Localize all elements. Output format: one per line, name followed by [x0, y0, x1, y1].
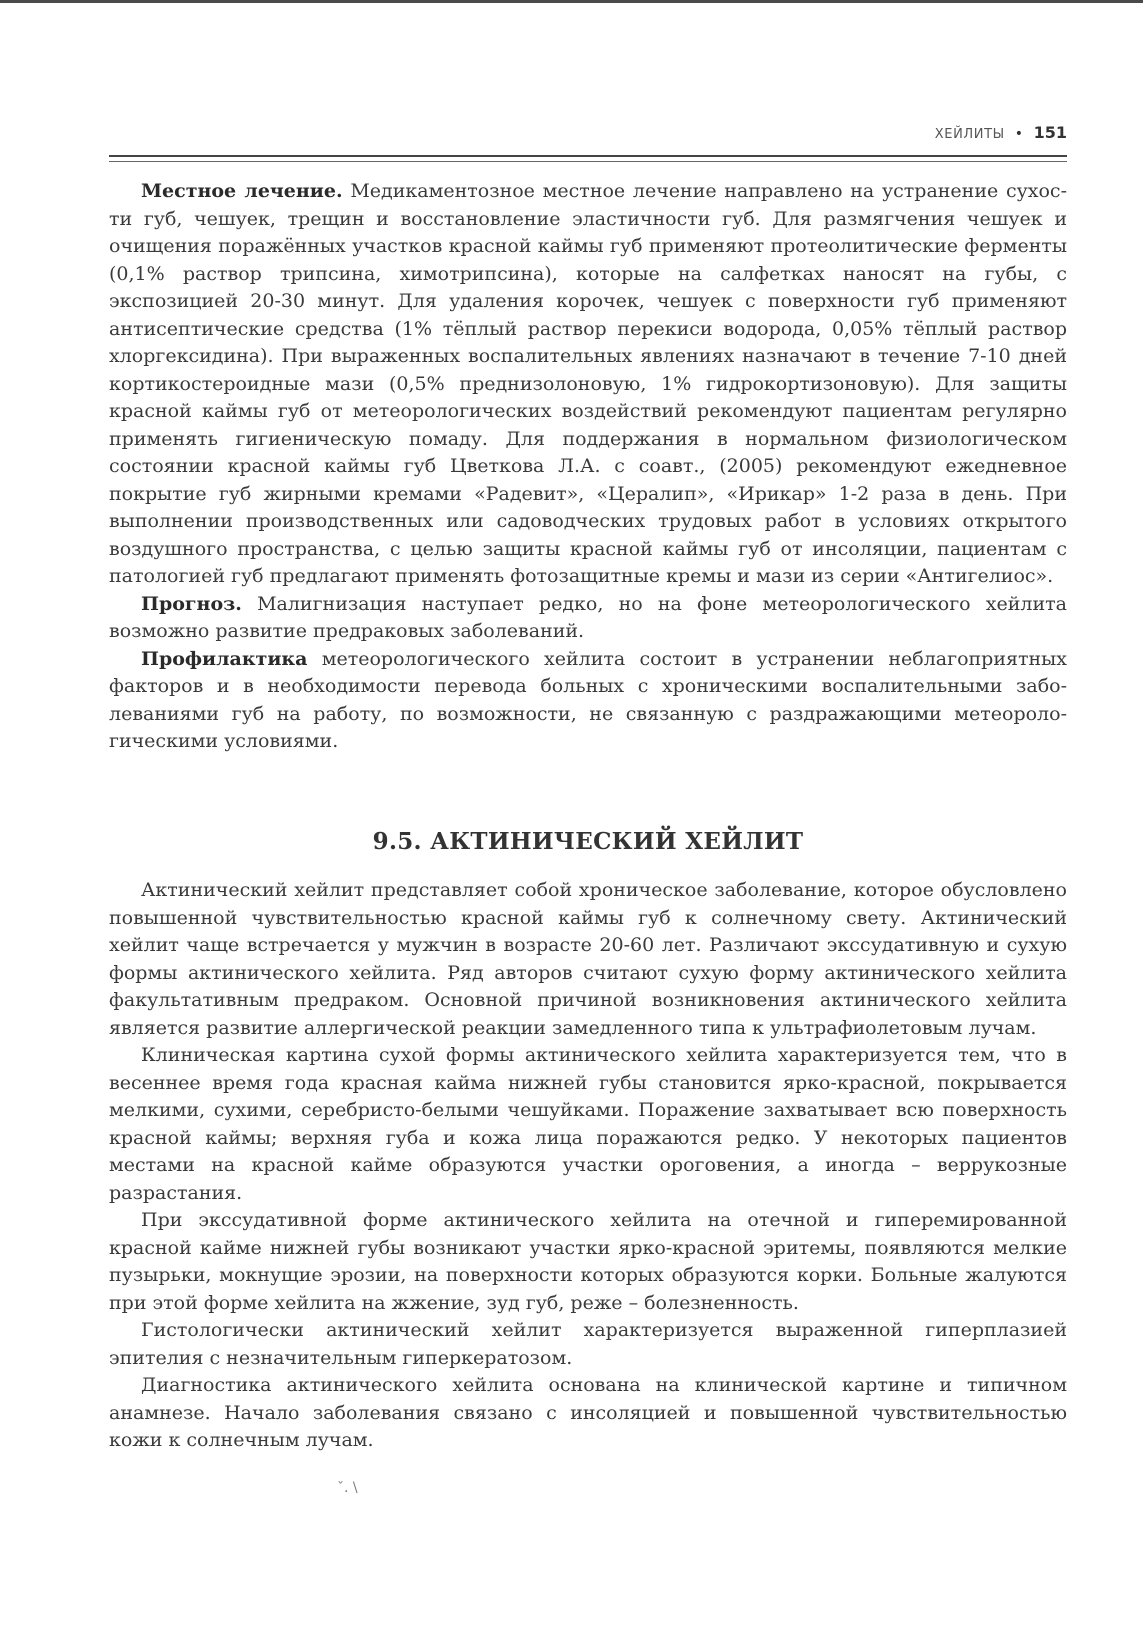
- section-paragraph: Диагностика актинического хейлита основана на клинической картине и типичном анамнезе. Начало заболевания связано с инсоляцией и повышенной чувствительностью кожи к солнечным лучам.: [109, 1374, 1067, 1451]
- section-paragraph: Клиническая картина сухой формы актинического хейлита характеризуется тем, что в весеннее время года красная кайма нижней губы становится ярко-красной, покрывается мелкими, сухими, серебристо-белыми чешуйками. Поражение захватывает всю поверхность красной каймы; верхняя губа и кожа лица поражаются редко. У некоторых пациентов местами на красной кайме образуются участки ороговения, а иногда – веррукозные разрастания.: [109, 1044, 1067, 1204]
- scan-edge: [0, 0, 1143, 3]
- section-paragraph: Актинический хейлит представляет собой хроническое заболевание, которое обусловлено повышенной чувствительностью красной каймы губ к солнечному свету. Актинический хейлит чаще встречается у мужчин в возрасте 20-60 лет. Различают экссудативную и сухую формы актинического хейлита. Ряд авторов считают сухую форму актинического хейлита факультативным предраком. Основной причиной возникновения актинического хейлита является развитие аллергической реакции замедленного типа к ультрафиолетовым лучам.: [109, 879, 1067, 1039]
- text-local-treatment: Медикаментозное местное лечение направлено на устранение сухости губ, чешуек, трещин и восстановление эластичности губ. Для размягчения чешуек и очищения поражённых участков красной каймы губ применяют протеолитические ферменты (0,1% раствор трипсина, химотрипсина), которые на салфетках наносят на губы, с экспозицией 20-30 минут. Для удаления корочек, чешуек с поверхности губ применяют антисептические средства (1% тёплый раствор перекиси водорода, 0,05% тёплый раствор хлоргексидина). При выраженных воспалительных явлениях назначают в течение 7-10 дней кортикостероидные мази (0,5% преднизолоновую, 1% гидрокортизоновую). Для защиты красной каймы губ от метеорологических воздействий рекомендуют пациентам регулярно применять гигиеническую помаду. Для поддержания в нормальном физиологическом состоянии красной каймы губ Цветкова Л.А. с соавт., (2005) рекомендуют ежедневное покрытие губ жирными кремами «Радевит», «Цералип», «Ирикар» 1-2 раза в день. При выполнении производственных или садоводческих трудовых работ в условиях открытого воздушного пространства, с целью защиты красной каймы губ от инсоляции, пациентам с патологией губ предлагают применять фотозащитные кремы и мази из серии «Антигелиос».: [109, 180, 1067, 587]
- header-rule: [109, 155, 1067, 157]
- section-paragraph: Гистологически актинический хейлит характеризуется выраженной гиперплазией эпителия с незначительным гиперкератозом.: [109, 1319, 1067, 1369]
- paragraph-prognosis: [109, 591, 1067, 646]
- text-prognosis: Малигнизация наступает редко, но на фоне метеорологического хейлита возможно развитие предраковых заболеваний.: [109, 592, 1067, 642]
- treatment-block: [109, 178, 1067, 756]
- text-prevention: метеорологического хейлита состоит в устранении неблагоприятных факторов и в необходимости перевода больных с хроническими воспалительными заболеваниями губ на работу, по возможности, не связанную с раздражающими метеорологическими условиями.: [109, 647, 1067, 752]
- section-paragraph: При экссудативной форме актинического хейлита на отечной и гиперемированной красной кайме нижней губы возникают участки ярко-красной эритемы, появляются мелкие пузырьки, мокнущие эрозии, на поверхности которых образуются корки. Больные жалуются при этой форме хейлита на жжение, зуд губ, реже – болезненность.: [109, 1209, 1067, 1314]
- running-title: ХЕЙЛИТЫ: [934, 127, 1005, 142]
- page-number: 151: [1033, 123, 1067, 142]
- header-rule-thin: [109, 161, 1067, 162]
- lead-local-treatment: Местное лечение.: [141, 180, 343, 202]
- paragraph-local-treatment: [109, 178, 1067, 591]
- paragraph-prevention: [109, 646, 1067, 756]
- lead-prognosis: Прогноз.: [141, 592, 242, 615]
- running-header: [935, 123, 1067, 142]
- section-body: [109, 877, 1067, 1455]
- lead-prevention: Профилактика: [141, 647, 308, 670]
- header-separator: •: [1014, 126, 1024, 142]
- scan-mark: ˇ. \: [337, 1480, 358, 1496]
- section-heading: 9.5. АКТИНИЧЕСКИЙ ХЕЙЛИТ: [372, 828, 804, 855]
